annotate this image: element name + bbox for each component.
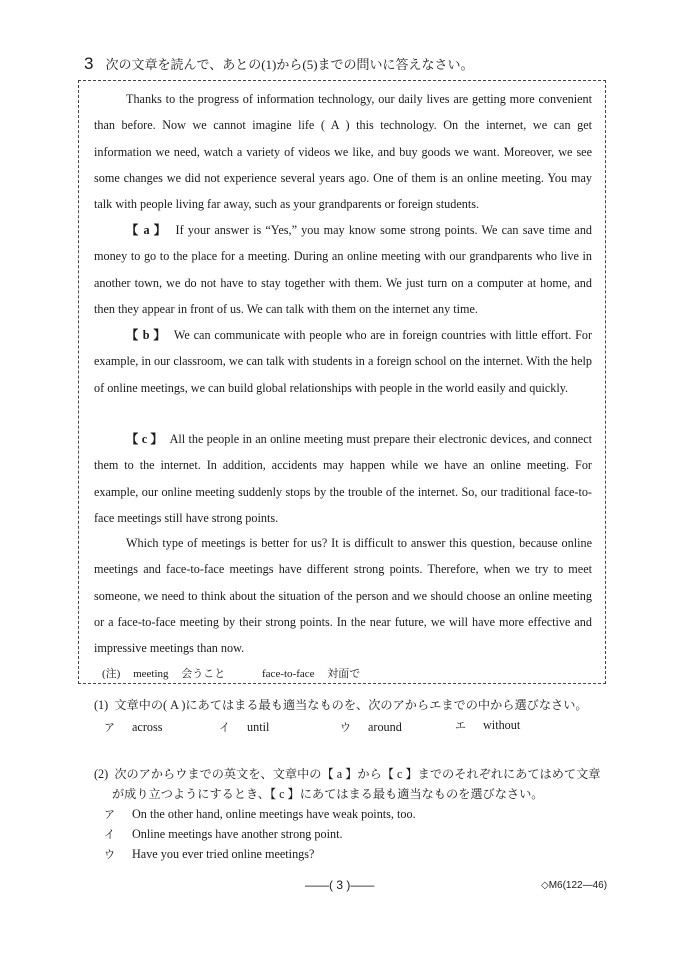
notes-label: (注): [102, 668, 121, 680]
paragraph-2-text: If your answer is “Yes,” you may know some strong points. We can save time and money to go to the place for a meeting. During an online meeting with our grandparents who live in another town, we do not have to stay together with them. We just turn on a computer at home, and then they appear in front of us. We can talk with them on the internet any time.: [94, 223, 593, 316]
passage-paragraph-4: [94, 426, 592, 531]
choice-key: ア: [104, 808, 115, 821]
q2-choice[interactable]: [104, 826, 343, 842]
question-header: [84, 54, 474, 74]
choice-key: ア: [104, 721, 115, 734]
q2-choice[interactable]: [104, 846, 314, 862]
vocabulary-notes: [102, 665, 370, 681]
question-1: [94, 696, 588, 713]
question-2-text-line1: 次のアからウまでの英文を、文章中の【 a 】から【 c 】までのそれぞれにあてはめて文章: [114, 767, 601, 781]
choice-key: イ: [219, 721, 230, 734]
blank-b-marker: 【 b 】: [126, 328, 167, 342]
q1-choice[interactable]: [219, 719, 269, 735]
q1-choice[interactable]: [340, 719, 402, 735]
passage-paragraph-5: Which type of meetings is better for us? It is difficult to answer this question, because online meetings and face-to-face meetings have different strong points. Therefore, when we try to meet someone, we need to think about the situation of the person and we should choose an online meeting or a face-to-face meeting by their strong points. In the near future, we will have more effective and impressive meetings than now.: [94, 536, 592, 656]
q1-choice[interactable]: [104, 719, 162, 735]
paragraph-3-text: We can communicate with people who are in foreign countries with little effort. For example, in our classroom, we can talk with students in a foreign school on the internet. With the help of online meetings, we can build global relationships with people in the world easily and quickly.: [94, 328, 593, 395]
note-meaning: 会うこと: [181, 668, 226, 680]
note-term: meeting: [133, 668, 169, 680]
choice-text: On the other hand, online meetings have weak points, too.: [132, 807, 416, 821]
question-2-line2: が成り立つようにするとき、【 c 】にあてはまる最も適当なものを選びなさい。: [112, 787, 544, 801]
choice-text: Have you ever tried online meetings?: [132, 847, 315, 861]
choice-key: ウ: [104, 848, 115, 861]
question-instruction: 次の文章を読んで、あとの(1)から(5)までの問いに答えなさい。: [105, 57, 474, 72]
question-1-label: (1): [94, 698, 109, 712]
choice-key: エ: [455, 719, 466, 732]
question-2: [94, 765, 600, 782]
choice-key: イ: [104, 828, 115, 841]
choice-key: ウ: [340, 721, 351, 734]
page-number: ——( 3 )——: [305, 878, 375, 892]
document-code: ◇M6(122—46): [541, 880, 608, 891]
choice-text: Online meetings have another strong point.: [132, 827, 343, 841]
paragraph-4-text: All the people in an online meeting must prepare their electronic devices, and connect them to the internet. In addition, accidents may happen while we have an online meeting. For example, our online meeting suddenly stops by the trouble of the internet. So, our traditional face-to-face meetings still have strong points.: [94, 432, 592, 525]
blank-a-marker: 【 a 】: [126, 223, 168, 237]
blank-c-marker: 【 c 】: [126, 432, 163, 446]
choice-text: without: [483, 718, 521, 732]
q2-choice[interactable]: [104, 806, 416, 822]
question-1-text: 文章中の( A )にあてはまる最も適当なものを、次のアからエまでの中から選びなさい。: [114, 698, 588, 712]
note-meaning: 対面で: [327, 668, 361, 680]
note-term: face-to-face: [262, 668, 315, 680]
passage-paragraph-1: Thanks to the progress of information technology, our daily lives are getting more convenient than before. Now we cannot imagine life ( A ) this technology. On the internet, we can get information we need, watch a variety of videos we like, and buy goods we want. Moreover, we see some changes we did not experience several years ago. One of them is an online meeting. You may talk with people living far away, such as your grandparents or foreign students.: [94, 92, 592, 212]
choice-text: across: [132, 720, 163, 734]
passage-paragraph-2: [94, 217, 592, 322]
q1-choice[interactable]: [455, 717, 520, 733]
choice-text: until: [247, 720, 270, 734]
question-2-label: (2): [94, 767, 109, 781]
passage-paragraph-3: [94, 322, 592, 401]
choice-text: around: [368, 720, 402, 734]
question-number: 3: [84, 54, 94, 73]
